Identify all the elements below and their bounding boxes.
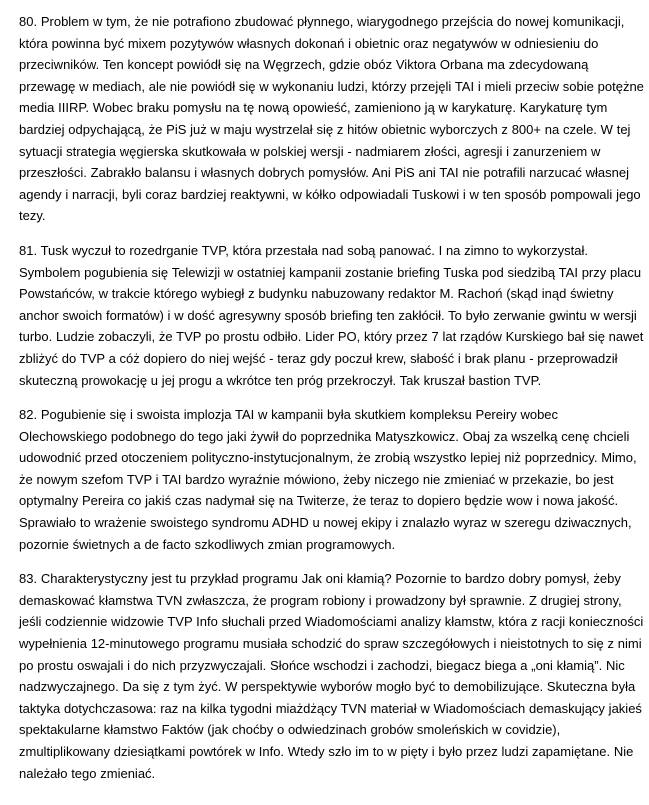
paragraph-81: 81. Tusk wyczuł to rozedrganie TVP, która przestała nad sobą panować. I na zimno to wykorzystał. Symbolem pogubienia się Telewizji w ostatniej kampanii zostanie briefing Tuska pod siedzibą TAI przy placu Powstańców, w trakcie którego wybiegł z budynku nabuzowany redaktor M. Rachoń (skąd inąd świetny anchor swoich formatów) i w dość agresywny sposób briefing ten zakłócił. To było zerwanie gwintu w wersji turbo. Ludzie zobaczyli, że TVP po prostu odbiło. Lider PO, który przez 7 lat rządów Kurskiego bał się nawet zbliżyć do TVP a cóż dopiero do niej wejść - teraz gdy poczuł krew, słabość i brak planu - przeprowadził skuteczną prowokację u jej progu a wkrótce ten próg przekroczył. Tak kruszał bastion TVP. <box>19 242 644 388</box>
paragraph-82: 82. Pogubienie się i swoista implozja TAI w kampanii była skutkiem kompleksu Pereiry wobec Olechowskiego podobnego do tego jaki żywił do poprzednika Matyszkowicz. Obaj za wszelką cenę chcieli udowodnić przed otoczeniem polityczno-instytucjonalnym, że zrobią wszystko lepiej niż poprzednicy. Mimo, że nowym szefom TVP i TAI bardzo wyraźnie mówiono, żeby niczego nie zmieniać w przekazie, bo jest optymalny Pereira co jakiś czas nadymał się na Twiterze, że teraz to dopiero będzie wow i nowa jakość. Sprawiało to wrażenie swoistego syndromu ADHD u nowej ekipy i znalazło wyraz w szeregu dziwacznych, pozornie świetnych a de facto szkodliwych zmian programowych. <box>19 407 637 552</box>
paragraph-83: 83. Charakterystyczny jest tu przykład programu Jak oni kłamią? Pozornie to bardzo dobry pomysł, żeby demaskować kłamstwa TVN zwłaszcza, że program robiony i prowadzony był sprawnie. Z drugiej strony, jeśli codziennie widzowie TVP Info słuchali przed Wiadomościami analizy kłamstw, która z racji konieczności wypełnienia 12-minutowego programu musiała schodzić do spraw szczegółowych i nieistotnych to się z nimi po prostu oswajali i do nich przyzwyczajali. Słońce wschodzi i zachodzi, biegacz biega a „oni kłamią”. Nic nadzwyczajnego. Da się z tym żyć. W perspektywie wyborów mogło być to demobilizujące. Skuteczna była taktyka dotychczasowa: raz na kilka tygodni miażdżący TVN materiał w Wiadomościach demaskujący jakieś spektakularne kłamstwo Faktów (jak choćby o odwiedzinach grobów smoleńskich w covidzie), zmultiplikowany dziesiątkami powtórek w Info. Wtedy szło im to w pięty i było przez ludzi zapamiętane. Nie należało tego zmieniać. <box>19 571 644 781</box>
paragraph-80: 80. Problem w tym, że nie potrafiono zbudować płynnego, wiarygodnego przejścia do nowej komunikacji, która powinna być mixem pozytywów własnych dokonań i obietnic oraz negatywów w odniesieniu do przeciwników. Ten koncept powiódł się na Węgrzech, gdzie obóz Viktora Orbana ma zdecydowaną przewagę w mediach, ale nie powiódł się w wykonaniu ludzi, którzy przejęli TAI i mieli przeciw sobie potężne media IIIRP. Wobec braku pomysłu na tę nową opowieść, zamieniono ją w karykaturę. Karykaturę tym bardziej odpychającą, że PiS już w maju wystrzelał się z hitów obietnic wyborczych z 800+ na czele. W tej sytuacji strategia węgierska skutkowała w polskiej wersji - nadmiarem złości, agresji i zanurzeniem w przeszłości. Zabrakło balansu i własnych dobrych pomysłów. Ani PiS ani TAI nie potrafili narzucać własnej agendy i narracji, byli coraz bardziej reaktywni, w kółko odpowiadali Tuskowi i w ten sposób pompowali jego tezy. <box>19 14 644 224</box>
